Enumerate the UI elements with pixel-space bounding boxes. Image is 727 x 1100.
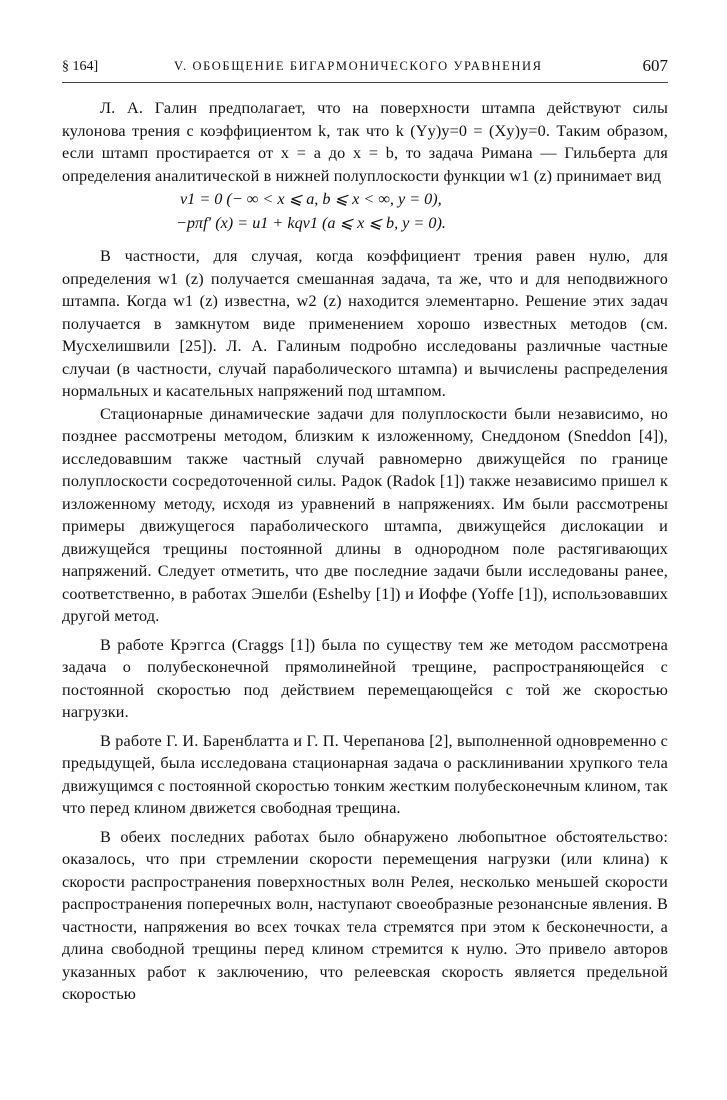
running-header [62, 56, 668, 83]
paragraph-2: В частности, для случая, когда коэффициент трения равен нулю, для определения w1 (z) получается смешанная задача, та же, что и для неподвижного штампа. Когда w1 (z) известна, w2 (z) находится элементарно. Решение этих задач получается в замкнутом виде применением хорошо известных методов (см. Мусхелишвили [25]). Л. А. Галиным подробно исследованы различные частные случаи (в частности, случай параболического штампа) и вычислены распределения нормальных и касательных напряжений под штампом. [62, 247, 668, 400]
paragraph-4: В работе Крэггса (Craggs [1]) была по существу тем же методом рассмотрена задача о полубесконечной прямолинейной трещине, распространяющейся с постоянной скоростью под действием перемещающейся с той же скоростью нагрузки. [62, 635, 668, 721]
paragraph-5: В работе Г. И. Баренблатта и Г. П. Черепанова [2], выполненной одновременно с предыдущей, была исследована стационарная задача о расклинивании хрупкого тела движущимся с постоянной скоростью тонким жестким полубесконечным клином, так что перед клином движется свободная трещина. [62, 731, 668, 817]
paragraph-3: Стационарные динамические задачи для полуплоскости были независимо, но позднее рассмотрены методом, близким к изложенному, Снеддоном (Sneddon [4]), исследовавшим также частный случай равномерно движущейся по границе полуплоскости сосредоточенной силы. Радок (Radok [1]) также независимо пришел к изложенному методу, исходя из уравнений в напряжениях. Им были рассмотрены примеры движущегося параболического штампа, движущейся дислокации и движущейся трещины постоянной длины в однородном поле растягивающих напряжений. Следует отметить, что две последние задачи были исследованы ранее, соответственно, в работах Эшелби (Eshelby [1]) и Иоффе (Yoffe [1]), использовавших другой метод. [62, 404, 668, 625]
page-number: 607 [642, 56, 668, 75]
paragraph-1: Л. А. Галин предполагает, что на поверхности штампа действуют силы кулонова трения с коэффициентом k, так что k (Yy)y=0 = (Xy)y=0. Таким образом, если штамп простирается от x = a до x = b, то задача Римана — Гильберта для определения аналитической в нижней полуплоскости функции w1 (z) принимает вид [62, 99, 668, 185]
book-page [62, 56, 668, 1006]
section-number: § 164] [62, 59, 99, 74]
formula-boundary-2: −pπf′ (x) = u1 + kqv1 (a ⩽ x ⩽ b, y = 0). [176, 214, 446, 232]
paragraph-6: В обеих последних работах было обнаружено любопытное обстоятельство: оказалось, что при стремлении скорости перемещения нагрузки (или клина) к скорости распространения поверхностных волн Релея, несколько меньшей скорости распространения поперечных волн, наступают своеобразные резонансные явления. В частности, напряжения во всех точках тела стремятся при этом к бесконечности, а длина свободной трещины перед клином стремится к нулю. Это привело авторов указанных работ к заключению, что релеевская скорость является предельной скоростью [62, 827, 668, 1003]
chapter-title: V. ОБОБЩЕНИЕ БИГАРМОНИЧЕСКОГО УРАВНЕНИЯ [174, 59, 543, 73]
formula-boundary-1: v1 = 0 (− ∞ < x ⩽ a, b ⩽ x < ∞, y = 0), [180, 190, 442, 208]
